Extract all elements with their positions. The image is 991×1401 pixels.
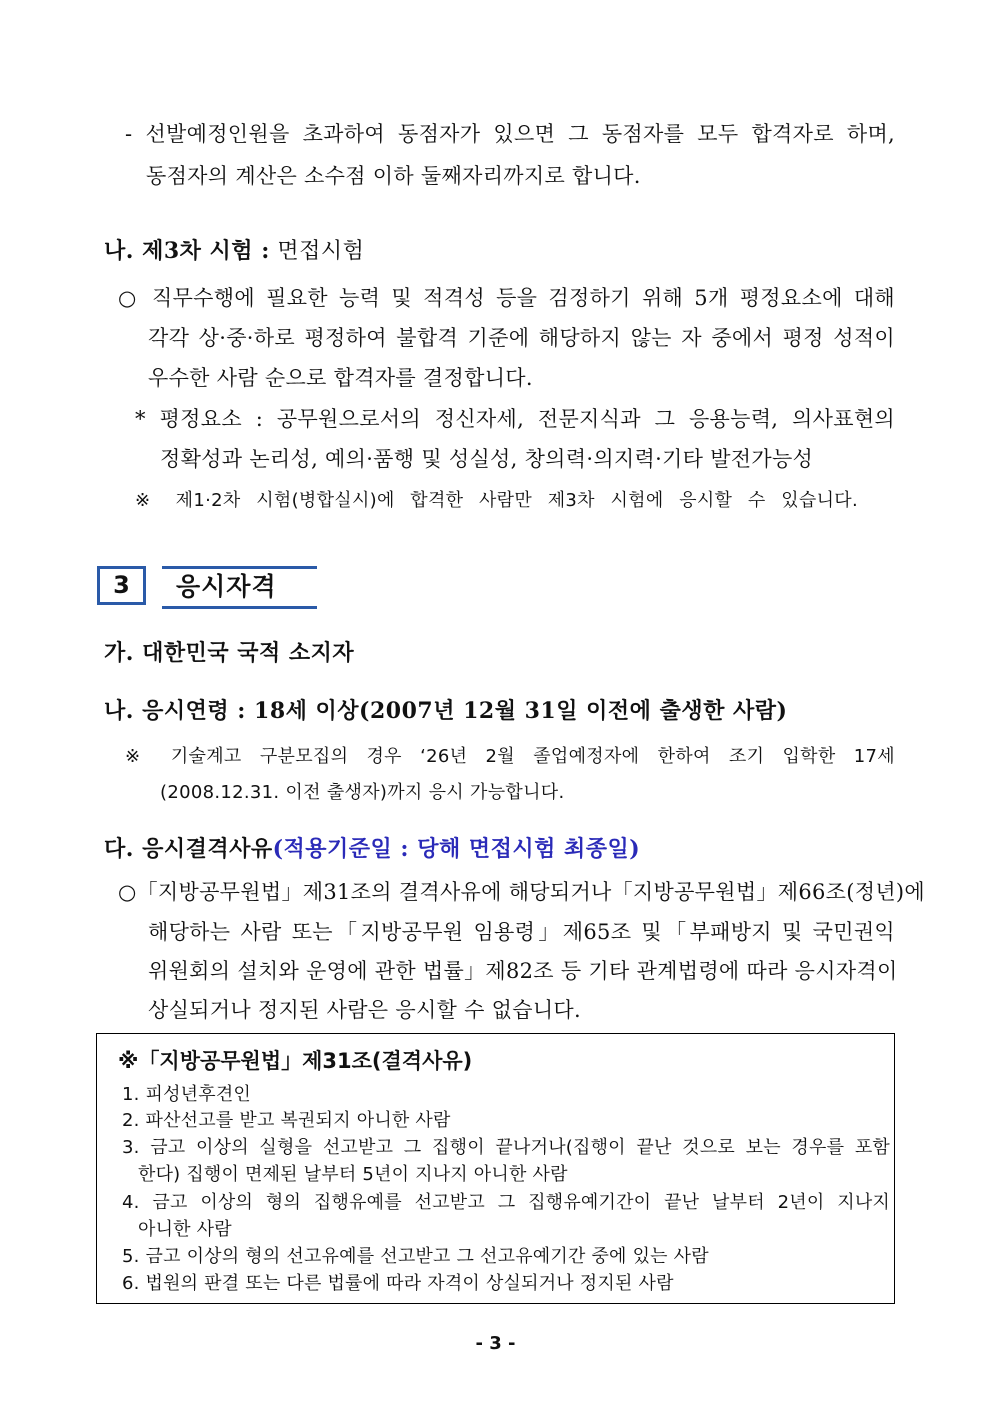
- exam3-ref-note: ※ 제1·2차 시험(병합실시)에 합격한 사람만 제3차 시험에 응시할 수 있습니다.: [135, 490, 858, 511]
- age-note-line-2: (2008.12.31. 이전 출생자)까지 응시 가능합니다.: [160, 782, 565, 803]
- disqualification-heading-date: (적용기준일 : 당해 면접시험 최종일): [272, 836, 641, 862]
- law-item-1: 1. 피성년후견인: [122, 1084, 252, 1105]
- age-heading: 나. 응시연령 : 18세 이상(2007년 12월 31일 이전에 출생한 사람): [104, 698, 788, 724]
- disqualification-line-3: 위원회의 설치와 운영에 관한 법률」제82조 등 기타 관계법령에 따라 응시자격이: [148, 959, 898, 983]
- disqualification-line-4: 상실되거나 정지된 사람은 응시할 수 없습니다.: [148, 998, 581, 1022]
- law-box-title: ※「지방공무원법」제31조(결격사유): [118, 1049, 473, 1073]
- law-item-4-line-1: 4. 금고 이상의 형의 집행유예를 선고받고 그 집행유예기간이 끝난 날부터 2년이 지나지: [122, 1192, 890, 1213]
- disqualification-line-1: ○「지방공무원법」제31조의 결격사유에 해당되거나「지방공무원법」제66조(정년)에: [118, 880, 925, 904]
- disqualification-line-2: 해당하는 사람 또는「지방공무원 임용령」제65조 및「부패방지 및 국민권익: [148, 920, 895, 944]
- age-note-line-1: ※ 기술계고 구분모집의 경우 ‘26년 2월 졸업예정자에 한하여 조기 입학한 17세: [125, 746, 895, 767]
- disqualification-heading: [104, 832, 640, 863]
- exam3-note-line-2: 정확성과 논리성, 예의·품행 및 성실성, 창의력·의지력·기타 발전가능성: [160, 447, 814, 471]
- law-item-6: 6. 법원의 판결 또는 다른 법률에 따라 자격이 상실되거나 정지된 사람: [122, 1273, 674, 1294]
- nationality-heading: 가. 대한민국 국적 소지자: [104, 640, 355, 666]
- exam3-bullet-line-1: ○ 직무수행에 필요한 능력 및 적격성 등을 검정하기 위해 5개 평정요소에 대해: [118, 286, 895, 310]
- exam3-note-line-1: * 평정요소 : 공무원으로서의 정신자세, 전문지식과 그 응용능력, 의사표현의: [135, 407, 895, 431]
- tie-rule-line-2: 동점자의 계산은 소수점 이하 둘째자리까지로 합니다.: [146, 164, 641, 188]
- exam3-heading-rest: 면접시험: [269, 239, 365, 264]
- exam3-bullet-line-3: 우수한 사람 순으로 합격자를 결정합니다.: [148, 366, 533, 390]
- disqualification-heading-text: 다. 응시결격사유: [104, 836, 273, 862]
- section-title: 응시자격: [162, 566, 317, 609]
- section-number-box: 3: [97, 566, 146, 605]
- law-item-2: 2. 파산선고를 받고 복권되지 아니한 사람: [122, 1110, 451, 1131]
- exam3-heading-bold: 나. 제3차 시험 :: [104, 238, 270, 264]
- law-item-3-line-2: 한다) 집행이 면제된 날부터 5년이 지나지 아니한 사람: [138, 1164, 568, 1185]
- tie-rule-line-1: - 선발예정인원을 초과하여 동점자가 있으면 그 동점자를 모두 합격자로 하며,: [125, 122, 895, 146]
- law-item-4-line-2: 아니한 사람: [138, 1219, 232, 1240]
- exam3-bullet-line-2: 각각 상·중·하로 평정하여 불합격 기준에 해당하지 않는 자 중에서 평정 성적이: [148, 326, 895, 350]
- law-item-5: 5. 금고 이상의 형의 선고유예를 선고받고 그 선고유예기간 중에 있는 사람: [122, 1246, 709, 1267]
- page-number: - 3 -: [475, 1333, 516, 1354]
- law-item-3-line-1: 3. 금고 이상의 실형을 선고받고 그 집행이 끝나거나(집행이 끝난 것으로 보는 경우를 포함: [122, 1137, 890, 1158]
- exam3-heading: [104, 234, 364, 265]
